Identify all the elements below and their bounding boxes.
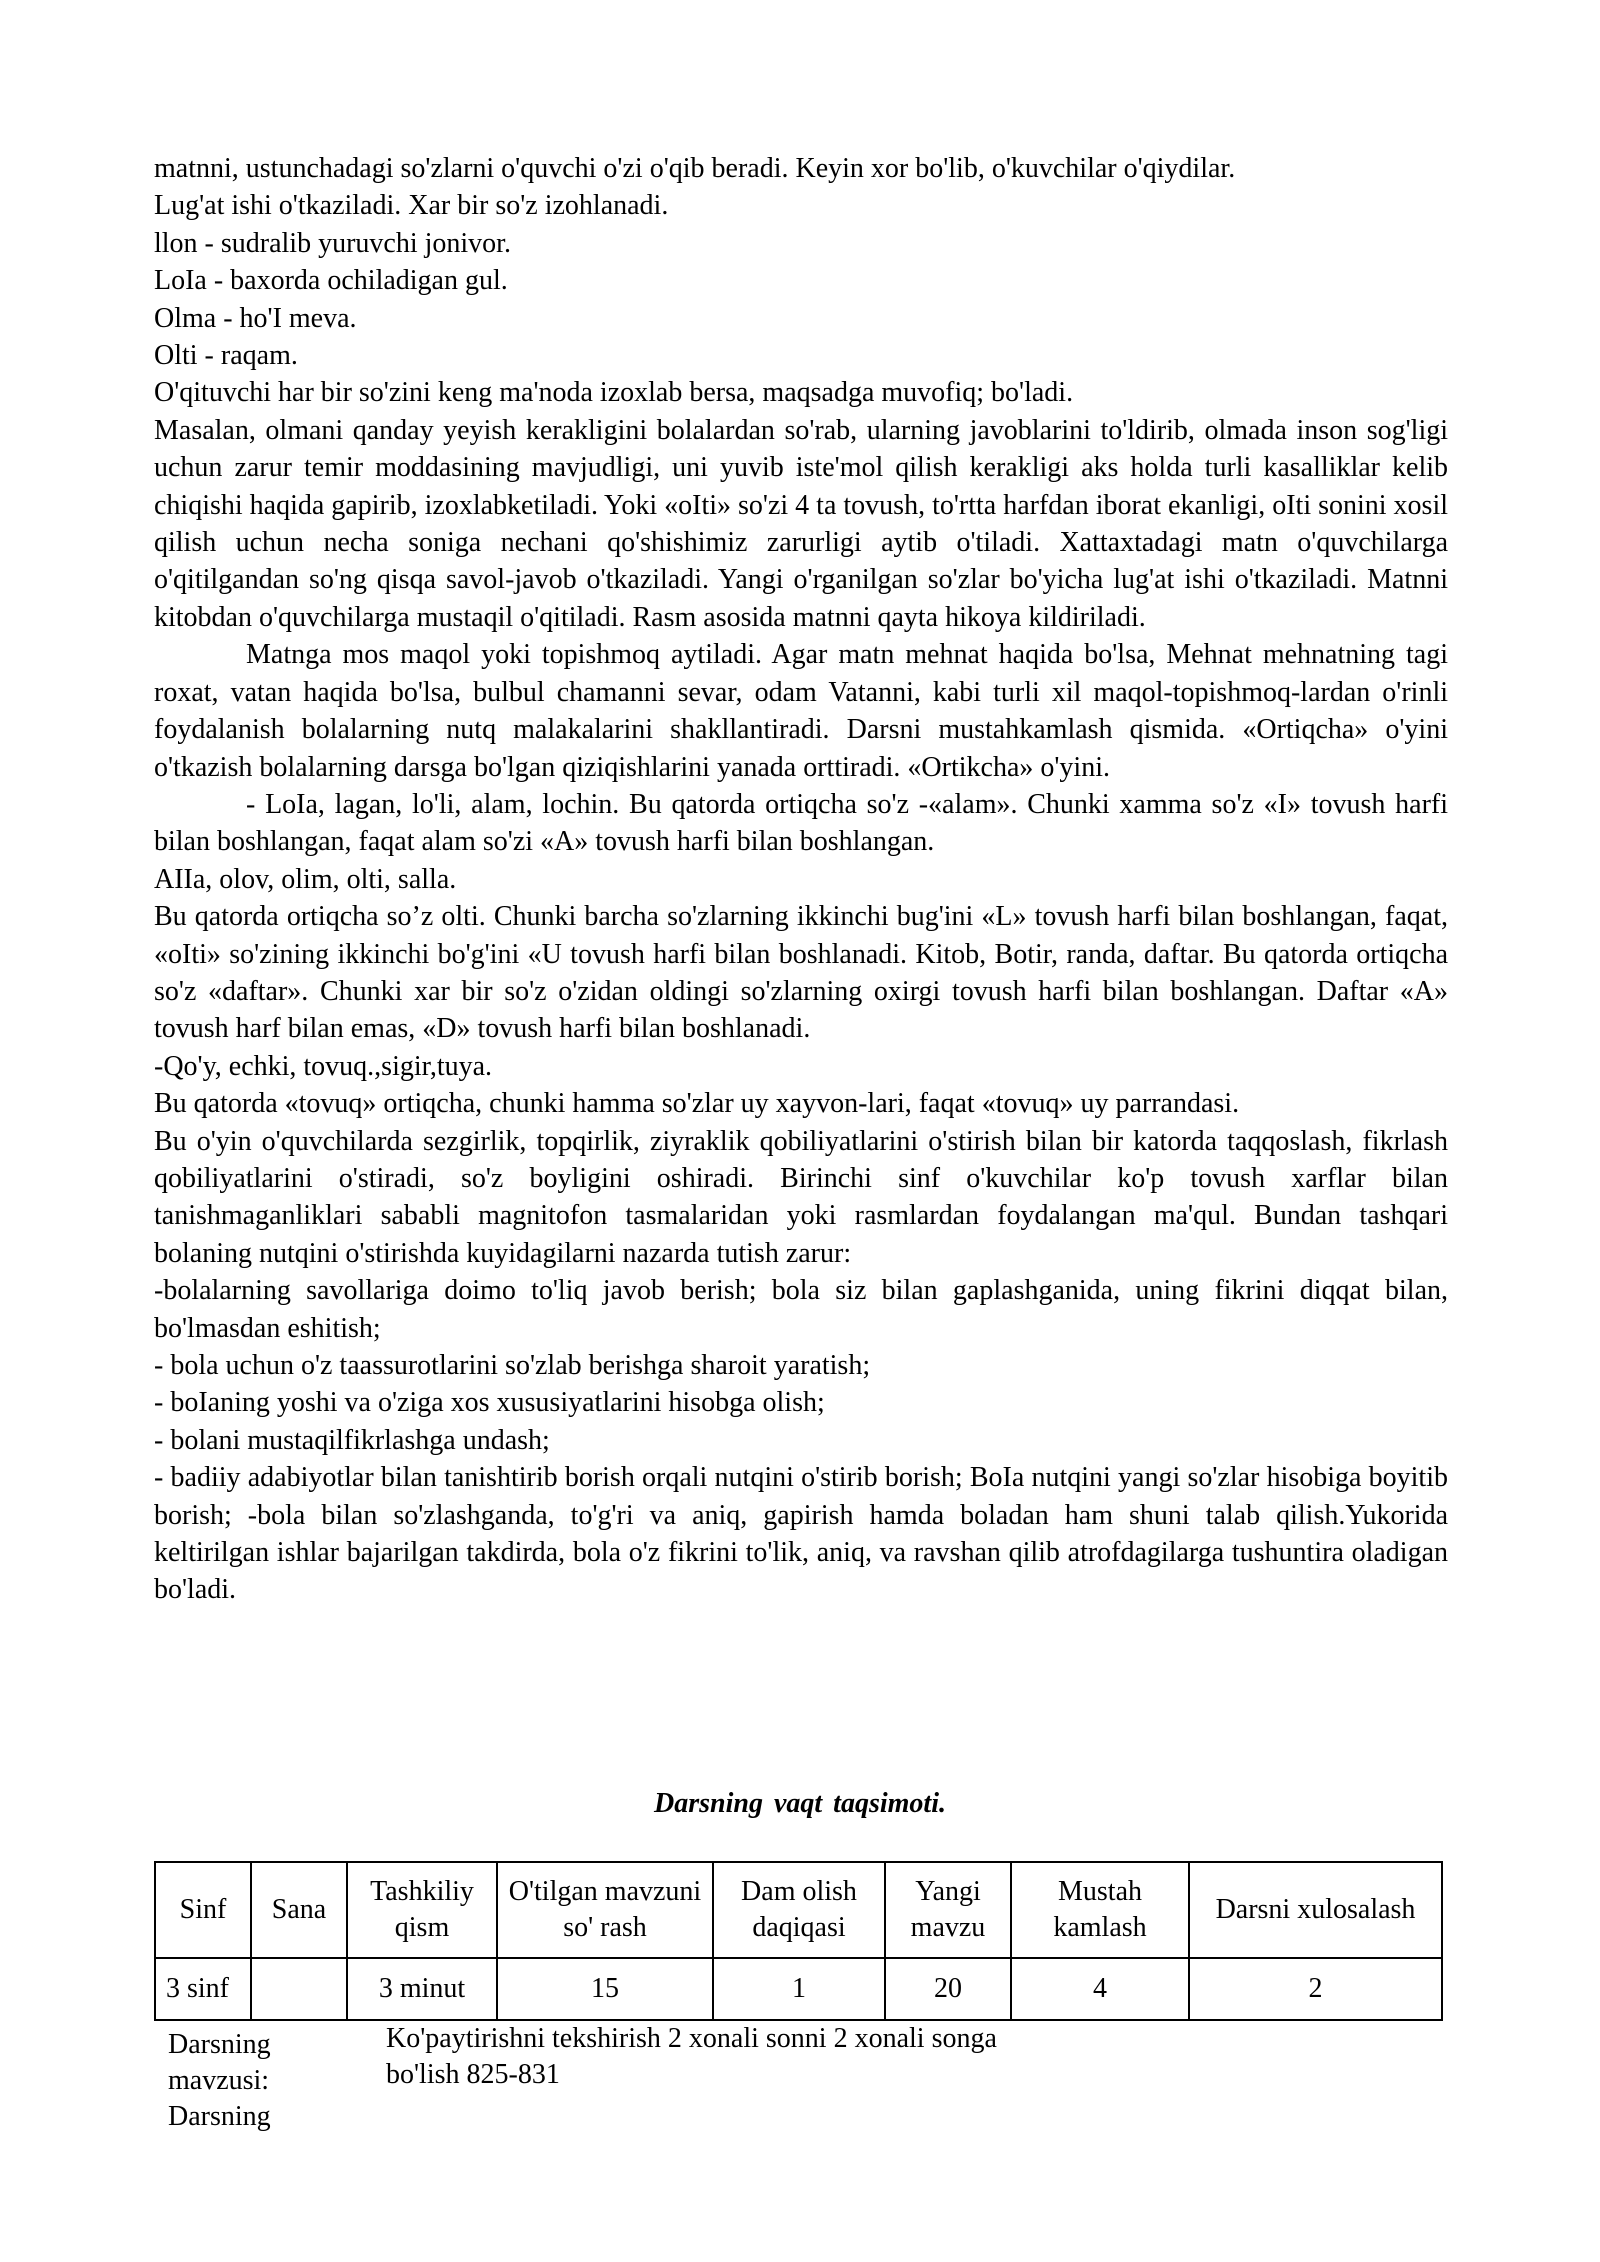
- header-cell: Tashkiliy qism: [347, 1862, 497, 1958]
- paragraph: Bu qatorda «tovuq» ortiqcha, chunki hamma so'zlar uy xayvon-lari, faqat «tovuq» uy parrandasi.: [154, 1088, 1240, 1120]
- paragraph: AIIa, olov, olim, olti, salla.: [154, 863, 457, 895]
- header-cell: Dam olish daqiqasi: [713, 1862, 885, 1958]
- table-cell: [251, 1958, 347, 2020]
- table-cell: 2: [1189, 1958, 1442, 2020]
- schedule-table: [154, 1861, 1443, 2021]
- paragraph: Lug'at ishi o'tkaziladi. Xar bir so'z izohlanadi.: [154, 190, 669, 222]
- paragraph: Masalan, olmani qanday yeyish kerakligini bolalardan so'rab, ularning javoblarini to'ldirib, olmada inson sog'ligi uchun zarur temir moddasining mavjudligi, uni yuvib iste'mol qilish kerakligi aks holda turli kasalliklar kelib chiqishi haqida gapirib, izoxlabketiladi. Yoki «oIti» so'zi 4 ta tovush, to'rtta harfdan iborat ekanligi, oIti sonini xosil qilish uchun necha soniga nechani qo'shishimiz zarurligi aytib o'tiladi. Xattaxtadagi matn o'quvchilarga o'qitilgandan so'ng qisqa savol-javob o'tkaziladi. Yangi o'rganilgan so'zlar bo'yicha lug'at ishi o'tkaziladi. Matnni kitobdan o'quvchilarga mustaqil o'qitiladi. Rasm asosida matnni qayta hikoya kildiriladi.: [154, 414, 1449, 633]
- paragraph: LoIa - baxorda ochiladigan gul.: [154, 265, 508, 297]
- paragraph: - LoIa, lagan, lo'li, alam, lochin. Bu qatorda ortiqcha so'z -«alam». Chunki xamma so'z «I» tovush harfi bilan boshlangan, faqat alam so'zi «A» tovush harfi bilan boshlangan.: [154, 788, 1448, 858]
- paragraph: Olti - raqam.: [154, 340, 298, 372]
- header-cell: Sinf: [155, 1862, 251, 1958]
- paragraph: -bolalarning savollariga doimo to'liq javob berish; bola siz bilan gaplashganida, uning fikrini diqqat bilan, bo'lmasdan eshitish;: [154, 1275, 1448, 1344]
- paragraph: - boIaning yoshi va o'ziga xos xususiyatlarini hisobga olish;: [154, 1387, 825, 1419]
- header-cell: Mustah kamlash: [1011, 1862, 1189, 1958]
- paragraph: - badiiy adabiyotlar bilan tanishtirib borish orqali nutqini o'stirib borish; BoIa nutqini yangi so'zlar hisobiga boyitib borish; -bola bilan so'zlashganda, to'g'ri va aniq, gapirish hamda boladan ham shuni talab qilish.Yukorida keltirilgan ishlar bajarilgan takdirda, bola o'z fikrini to'lik, aniq, va ravshan qilib atrofdagilarga tushuntira oladigan bo'ladi.: [154, 1462, 1448, 1606]
- paragraph: Bu o'yin o'quvchilarda sezgirlik, topqirlik, ziyraklik qobiliyatlarini o'stirish bilan bir katorda taqqoslash, fikrlash qobiliyatlarini o'stiradi, so'z boyligini oshiradi. Birinchi sinf o'kuvchilar ko'p tovush xarflar bilan tanishmaganliklari sababli magnitofon tasmalaridan yoki rasmlardan foydalangan ma'qul. Bundan tashqari bolaning nutqini o'stirishda kuyidagilarni nazarda tutish zarur:: [154, 1125, 1448, 1269]
- table-header-row: [155, 1862, 1442, 1958]
- table-cell: 4: [1011, 1958, 1189, 2020]
- paragraph: llon - sudralib yuruvchi jonivor.: [154, 227, 511, 259]
- paragraph: -Qo'y, echki, tovuq.,sigir,tuya.: [154, 1050, 493, 1082]
- table-cell: 15: [497, 1958, 713, 2020]
- header-cell: Sana: [251, 1862, 347, 1958]
- schedule-title: Darsning vaqt taqsimoti.: [654, 1788, 946, 1819]
- paragraph: Bu qatorda ortiqcha so’z olti. Chunki barcha so'zlarning ikkinchi bug'ini «L» tovush harfi bilan boshlangan, faqat, «oIti» so'zining ikkinchi bo'g'ini «U tovush harfi bilan boshlanadi. Kitob, Botir, randa, daftar. Bu qatorda ortiqcha so'z «daftar». Chunki xar bir so'z o'zidan oldingi so'zlarning oxirgi tovush harfi bilan boshlangan. Daftar «A» tovush harf bilan emas, «D» tovush harfi bilan boshlanadi.: [154, 901, 1448, 1045]
- table-cell: 3 minut: [347, 1958, 497, 2020]
- paragraph: Olma - ho'I meva.: [154, 302, 357, 334]
- paragraph: Matnga mos maqol yoki topishmoq aytiladi. Agar matn mehnat haqida bo'lsa, Mehnat mehnatning tagi roxat, vatan haqida bo'lsa, bulbul chamanni sevar, odam Vatanni, kabi turli xil maqol-topishmoq-lardan o'rinli foydalanish bolalarning nutq malakalarini shakllantiradi. Darsni mustahkamlash qismida. «Ortiqcha» o'yini o'tkazish bolalarning darsga bo'lgan qiziqishlarini yanada orttiradi. «Ortikcha» o'yini.: [154, 639, 1448, 783]
- body-text: [154, 150, 1448, 1609]
- lesson-label: [168, 2027, 368, 2133]
- paragraph: - bola uchun o'z taassurotlarini so'zlab berishga sharoit yaratish;: [154, 1350, 871, 1381]
- header-cell: O'tilgan mavzuni so' rash: [497, 1862, 713, 1958]
- lesson-label-line: Darsning: [168, 2029, 271, 2060]
- header-cell: Darsni xulosalash: [1189, 1862, 1442, 1958]
- paragraph: O'qituvchi har bir so'zini keng ma'noda izoxlab bersa, maqsadga muvofiq; bo'ladi.: [154, 377, 1074, 409]
- table-cell: 3 sinf: [155, 1958, 251, 2020]
- lesson-label-line: Darsning: [168, 2101, 271, 2132]
- table-cell: 20: [885, 1958, 1011, 2020]
- header-cell: Yangi mavzu: [885, 1862, 1011, 1958]
- table-cell: 1: [713, 1958, 885, 2020]
- paragraph: matnni, ustunchadagi so'zlarni o'quvchi o'zi o'qib beradi. Keyin xor bo'lib, o'kuvchilar o'qiydilar.: [154, 153, 1236, 184]
- lesson-label-line: mavzusi:: [168, 2065, 270, 2096]
- lesson-topic: Ko'paytirishni tekshirish 2 xonali sonni 2 xonali songa bo'lish 825-831: [386, 2023, 997, 2090]
- paragraph: - bolani mustaqilfikrlashga undash;: [154, 1424, 550, 1456]
- table-row: [155, 1958, 1442, 2020]
